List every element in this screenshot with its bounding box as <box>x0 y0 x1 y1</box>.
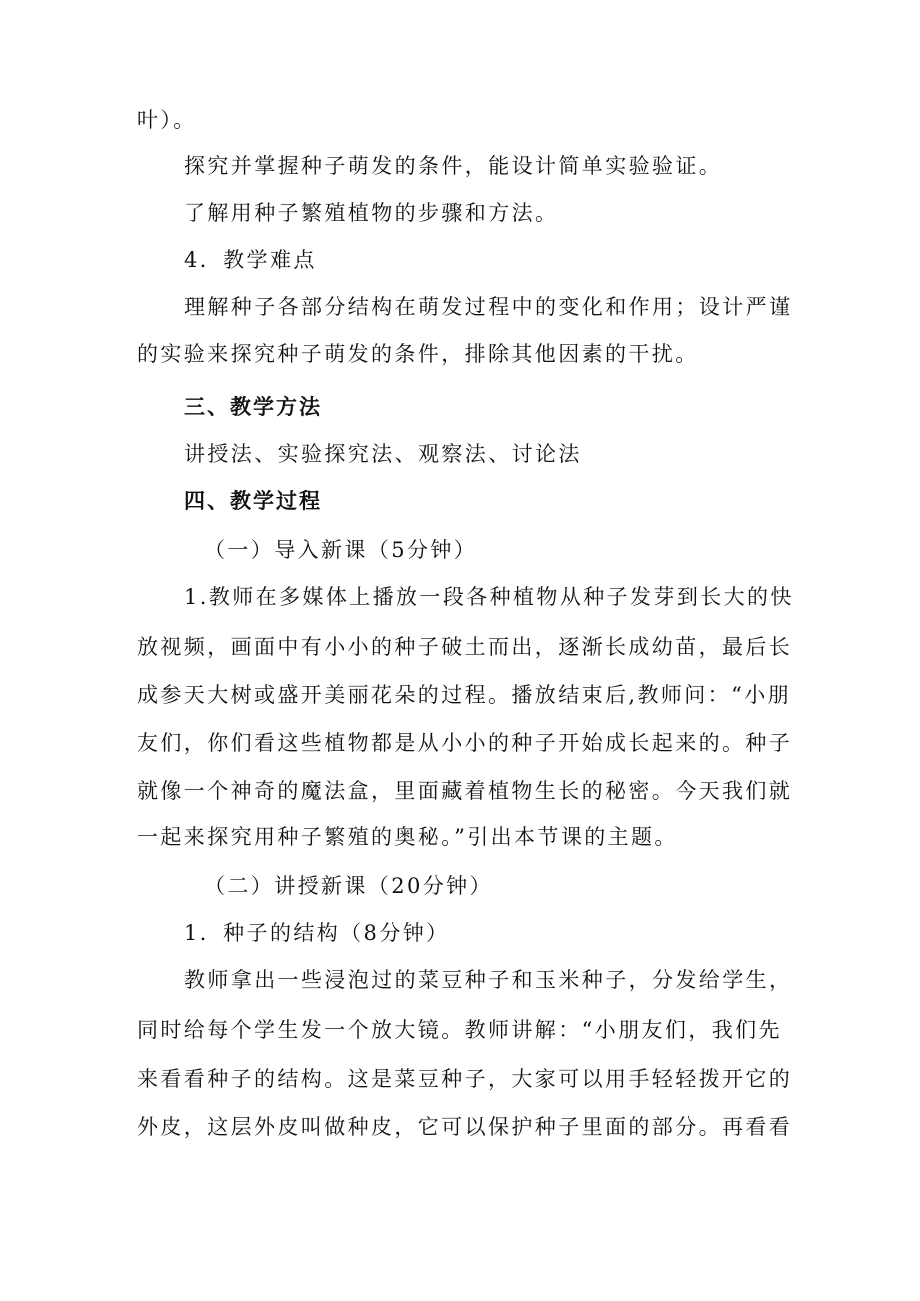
text-line: 探究并掌握种子萌发的条件，能设计简单实验验证。 <box>184 154 723 178</box>
section-heading: 三、教学方法 <box>184 395 322 419</box>
text-line: 一起来探究用种子繁殖的奥秘。”引出本节课的主题。 <box>137 825 678 849</box>
text-line: 教师拿出一些浸泡过的菜豆种子和玉米种子，分发给学生， <box>184 968 793 992</box>
section-heading: 四、教学过程 <box>184 489 322 513</box>
text-line: 外皮，这层外皮叫做种皮，它可以保护种子里面的部分。再看看 <box>137 1115 793 1139</box>
text-line: 友们，你们看这些植物都是从小小的种子开始成长起来的。种子 <box>137 731 793 755</box>
section-heading: 4．教学难点 <box>184 248 317 272</box>
text-line: 讲授法、实验探究法、观察法、讨论法 <box>184 442 582 466</box>
text-line: 理解种子各部分结构在萌发过程中的变化和作用；设计严谨 <box>184 295 793 319</box>
subsection-heading: （一）导入新课（5分钟） <box>204 538 478 562</box>
text-line: 的实验来探究种子萌发的条件，排除其他因素的干扰。 <box>137 342 699 366</box>
text-line: 成参天大树或盛开美丽花朵的过程。播放结束后,教师问：“小朋 <box>137 683 792 707</box>
text-line: 同时给每个学生发一个放大镜。教师讲解：“小朋友们，我们先 <box>137 1018 782 1042</box>
text-line: 就像一个神奇的魔法盒，里面藏着植物生长的秘密。今天我们就 <box>137 779 793 803</box>
subsection-heading: 1．种子的结构（8分钟） <box>184 921 450 945</box>
text-line: 了解用种子繁殖植物的步骤和方法。 <box>184 201 559 225</box>
text-line: 1.教师在多媒体上播放一段各种植物从种子发芽到长大的快 <box>184 585 794 609</box>
text-line: 叶）。 <box>137 108 197 132</box>
subsection-heading: （二）讲授新课（20分钟） <box>204 874 493 898</box>
text-line: 来看看种子的结构。这是菜豆种子，大家可以用手轻轻拨开它的 <box>137 1067 793 1091</box>
text-line: 放视频，画面中有小小的种子破土而出，逐渐长成幼苗，最后长 <box>137 635 793 659</box>
